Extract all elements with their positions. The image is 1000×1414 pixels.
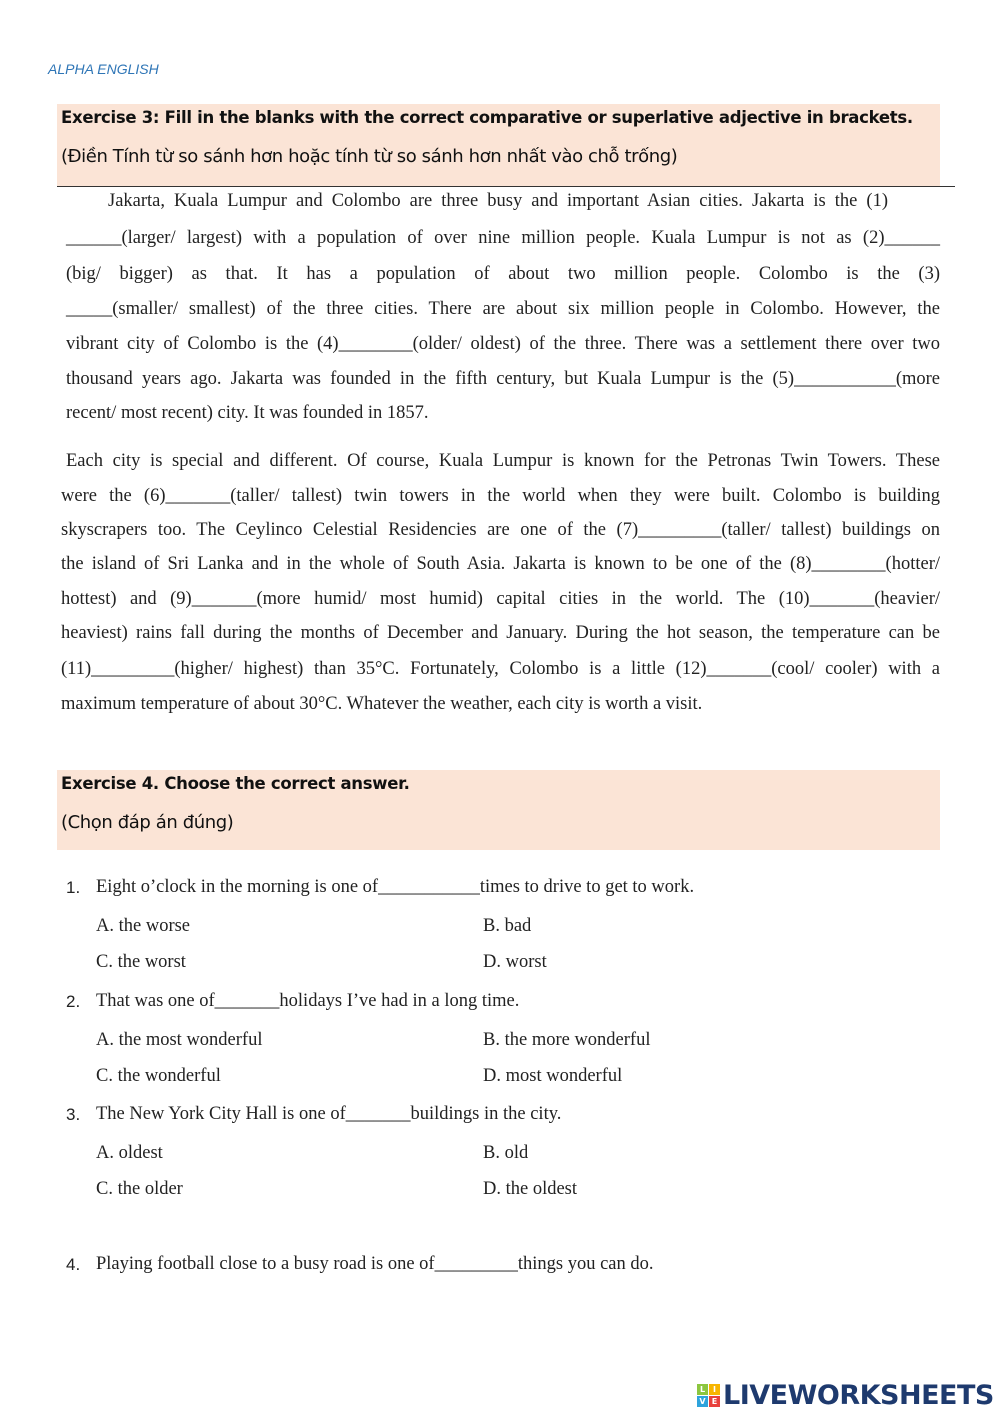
- paragraph-line: (big/ bigger) as that. It has a population of about two million people. Colombo is the (3): [66, 264, 940, 284]
- paragraph-line: heaviest) rains fall during the months of December and January. During the hot season, the temperature can be: [61, 623, 940, 643]
- answer-option[interactable]: B. bad: [483, 916, 532, 936]
- answer-option[interactable]: D. worst: [483, 952, 547, 972]
- logo-blocks-icon: [697, 1384, 720, 1407]
- divider: [57, 186, 955, 187]
- exercise4-subtitle: (Chọn đáp án đúng): [61, 812, 234, 833]
- question-number: 4.: [66, 1255, 81, 1274]
- logo-block: V: [697, 1396, 708, 1407]
- paragraph-line: ______(larger/ largest) with a population of over nine million people. Kuala Lumpur is not as (2)______: [66, 228, 940, 248]
- logo-text: LIVEWORKSHEETS: [723, 1380, 994, 1411]
- question-number: 1.: [66, 878, 81, 897]
- answer-option[interactable]: A. the most wonderful: [96, 1030, 263, 1050]
- logo-block: I: [709, 1384, 720, 1395]
- question-number: 3.: [66, 1105, 81, 1124]
- question-text: Eight o’clock in the morning is one of___________times to drive to get to work.: [96, 877, 695, 897]
- paragraph-line: skyscrapers too. The Ceylinco Celestial Residencies are one of the (7)_________(taller/ tallest) buildings on: [61, 520, 940, 540]
- paragraph-line: _____(smaller/ smallest) of the three cities. There are about six million people in Colombo. However, the: [66, 299, 940, 319]
- paragraph-line: were the (6)_______(taller/ tallest) twin towers in the world when they were built. Colombo is building: [61, 486, 940, 506]
- answer-option[interactable]: C. the wonderful: [96, 1066, 221, 1086]
- answer-option[interactable]: C. the worst: [96, 952, 186, 972]
- logo-block: L: [697, 1384, 708, 1395]
- question-text: The New York City Hall is one of_______buildings in the city.: [96, 1104, 562, 1124]
- question-number: 2.: [66, 992, 81, 1011]
- answer-option[interactable]: B. the more wonderful: [483, 1030, 651, 1050]
- liveworksheets-logo: [697, 1380, 994, 1411]
- question-text: That was one of_______holidays I’ve had in a long time.: [96, 991, 520, 1011]
- brand-label: ALPHA ENGLISH: [48, 61, 159, 77]
- paragraph-line: Jakarta, Kuala Lumpur and Colombo are three busy and important Asian cities. Jakarta is the (1): [108, 191, 888, 211]
- paragraph-line: thousand years ago. Jakarta was founded in the fifth century, but Kuala Lumpur is the (5)___________(more: [66, 369, 940, 389]
- exercise4-header: [57, 770, 940, 850]
- answer-option[interactable]: D. the oldest: [483, 1179, 578, 1199]
- paragraph-line: hottest) and (9)_______(more humid/ most humid) capital cities in the world. The (10)_______(heavier/: [61, 589, 940, 609]
- paragraph-line: Each city is special and different. Of course, Kuala Lumpur is known for the Petronas Twin Towers. These: [66, 451, 940, 471]
- answer-option[interactable]: A. oldest: [96, 1143, 163, 1163]
- answer-option[interactable]: B. old: [483, 1143, 529, 1163]
- exercise3-title: Exercise 3: Fill in the blanks with the correct comparative or superlative adjective in brackets.: [61, 108, 913, 127]
- logo-block: E: [709, 1396, 720, 1407]
- paragraph-line: maximum temperature of about 30°C. Whatever the weather, each city is worth a visit.: [61, 694, 703, 714]
- paragraph-line: recent/ most recent) city. It was founded in 1857.: [66, 403, 429, 423]
- paragraph-line: the island of Sri Lanka and in the whole of South Asia. Jakarta is known to be one of the (8)________(hotter/: [61, 554, 940, 574]
- question-text: Playing football close to a busy road is one of_________things you can do.: [96, 1254, 654, 1274]
- exercise4-title: Exercise 4. Choose the correct answer.: [61, 774, 410, 793]
- exercise3-subtitle: (Điền Tính từ so sánh hơn hoặc tính từ so sánh hơn nhất vào chỗ trống): [61, 146, 678, 167]
- paragraph-line: (11)_________(higher/ highest) than 35°C. Fortunately, Colombo is a little (12)_______(cool/ cooler) with a: [61, 659, 940, 679]
- answer-option[interactable]: C. the older: [96, 1179, 183, 1199]
- paragraph-line: vibrant city of Colombo is the (4)________(older/ oldest) of the three. There was a settlement there over two: [66, 334, 940, 354]
- exercise3-header: [57, 104, 940, 186]
- answer-option[interactable]: D. most wonderful: [483, 1066, 623, 1086]
- answer-option[interactable]: A. the worse: [96, 916, 191, 936]
